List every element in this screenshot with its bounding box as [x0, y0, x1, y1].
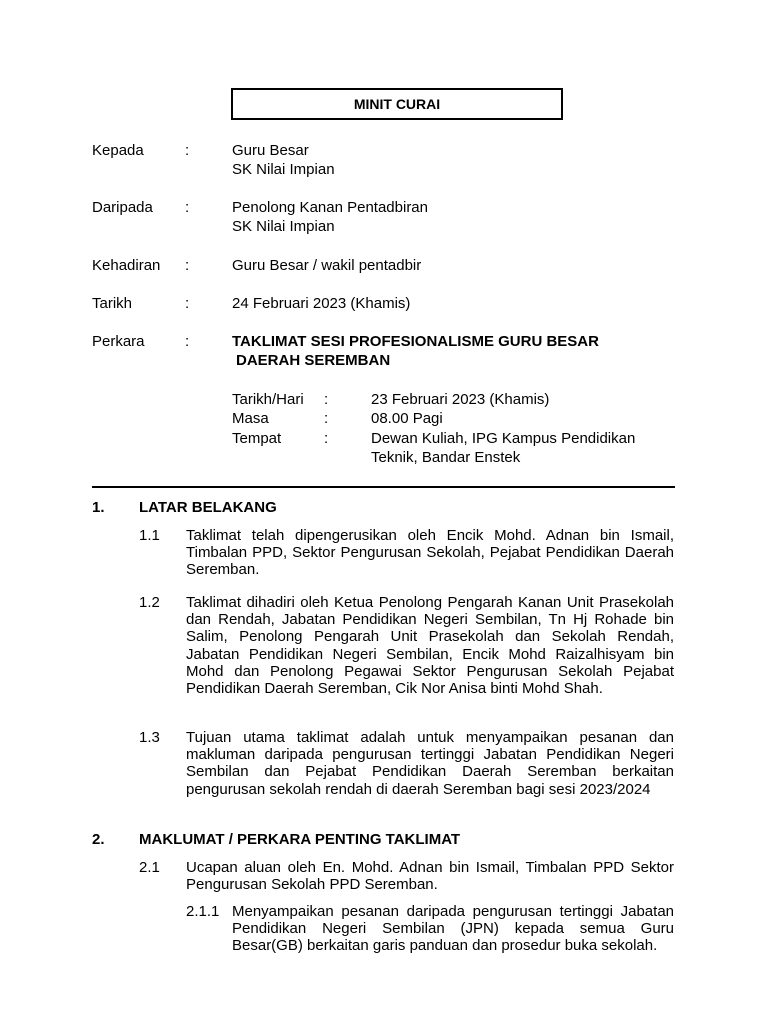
section2-number: 2. — [92, 831, 105, 848]
masa-colon: : — [324, 410, 329, 427]
kepada-line2: SK Nilai Impian — [232, 161, 335, 178]
tarikh-hari-label: Tarikh/Hari — [232, 391, 304, 408]
daripada-colon: : — [185, 199, 190, 216]
item-2-1-1-text: Menyampaikan pesanan daripada pengurusan tertinggi Jabatan Pendidikan Negeri Sembilan (JPN) kepada semua Guru Besar(GB) berkaitan garis panduan dan prosedur buka sekolah. — [232, 903, 674, 955]
tempat-line1: Dewan Kuliah, IPG Kampus Pendidikan — [371, 430, 636, 447]
tempat-line2: Teknik, Bandar Enstek — [371, 449, 521, 466]
perkara-label: Perkara — [92, 333, 145, 350]
tarikh-hari-value: 23 Februari 2023 (Khamis) — [371, 391, 550, 408]
kehadiran-label: Kehadiran — [92, 257, 161, 274]
tarikh-colon: : — [185, 295, 190, 312]
kehadiran-colon: : — [185, 257, 190, 274]
masa-value: 08.00 Pagi — [371, 410, 443, 427]
perkara-line1: TAKLIMAT SESI PROFESIONALISME GURU BESAR — [232, 333, 599, 350]
perkara-line2: DAERAH SEREMBAN — [236, 352, 391, 369]
daripada-label: Daripada — [92, 199, 153, 216]
kepada-label: Kepada — [92, 142, 144, 159]
daripada-line2: SK Nilai Impian — [232, 218, 335, 235]
perkara-colon: : — [185, 333, 190, 350]
item-1-1-text: Taklimat telah dipengerusikan oleh Encik Mohd. Adnan bin Ismail, Timbalan PPD, Sektor Pengurusan Sekolah, Pejabat Pendidikan Daerah Seremban. — [186, 527, 674, 579]
kehadiran-value: Guru Besar / wakil pentadbir — [232, 257, 422, 274]
item-2-1-number: 2.1 — [139, 859, 160, 876]
item-1-3-number: 1.3 — [139, 729, 160, 746]
kepada-line1: Guru Besar — [232, 142, 309, 159]
section-divider — [92, 486, 675, 488]
item-2-1-text: Ucapan aluan oleh En. Mohd. Adnan bin Ismail, Timbalan PPD Sektor Pengurusan Sekolah PPD Seremban. — [186, 859, 674, 894]
kepada-colon: : — [185, 142, 190, 159]
tarikh-value: 24 Februari 2023 (Khamis) — [232, 295, 411, 312]
document-title: MINIT CURAI — [231, 88, 563, 120]
tempat-colon: : — [324, 430, 329, 447]
section2-heading: MAKLUMAT / PERKARA PENTING TAKLIMAT — [139, 831, 461, 848]
tarikh-hari-colon: : — [324, 391, 329, 408]
item-1-2-text: Taklimat dihadiri oleh Ketua Penolong Pengarah Kanan Unit Prasekolah dan Rendah, Jabatan Pendidikan Negeri Sembilan, Tn Hj Rohade bin Salim, Penolong Pengarah Unit Prasekolah dan Sekolah Rendah, Jabatan Pendidikan Negeri Sembilan, Encik Mohd Raizalhisyam bin Mohd dan Penolong Pegawai Sektor Pengurusan Sekolah Pejabat Pendidikan Daerah Seremban, Cik Nor Anisa binti Mohd Shah. — [186, 594, 674, 698]
section1-number: 1. — [92, 499, 105, 516]
item-2-1-1-number: 2.1.1 — [186, 903, 220, 920]
daripada-line1: Penolong Kanan Pentadbiran — [232, 199, 428, 216]
item-1-1-number: 1.1 — [139, 527, 160, 544]
tarikh-label: Tarikh — [92, 295, 133, 312]
item-1-2-number: 1.2 — [139, 594, 160, 611]
masa-label: Masa — [232, 410, 269, 427]
item-1-3-text: Tujuan utama taklimat adalah untuk menyampaikan pesanan dan makluman daripada pengurusan tertinggi Jabatan Pendidikan Negeri Sembilan dan Pejabat Pendidikan Daerah Seremban berkaitan pengurusan sekolah rendah di daerah Seremban bagi sesi 2023/2024 — [186, 729, 674, 798]
tempat-label: Tempat — [232, 430, 282, 447]
section1-heading: LATAR BELAKANG — [139, 499, 277, 516]
